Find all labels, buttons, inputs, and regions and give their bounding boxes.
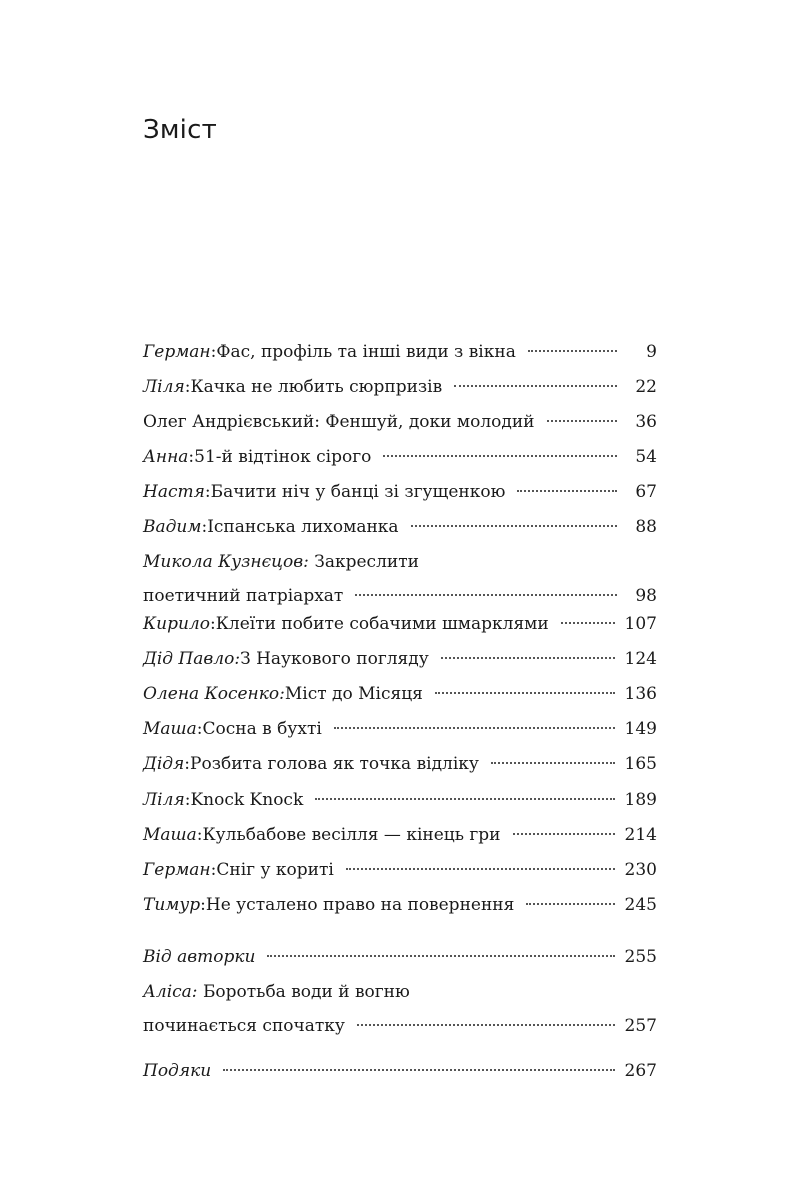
dot-leader [491, 762, 615, 764]
toc-entry-page-number: 255 [624, 947, 657, 967]
toc-entry-author: Микола Кузнєцов: [143, 552, 309, 572]
toc-entry-separator: : [196, 719, 203, 739]
toc-entry-title: Міст до Місяця [284, 684, 423, 704]
toc-entry-page-number: 257 [624, 1016, 657, 1036]
toc-entry-author: Вадим [143, 517, 202, 537]
toc-entry [143, 783, 657, 817]
dot-leader [435, 692, 615, 694]
toc-entry [143, 607, 657, 641]
toc-entry-page-number: 67 [635, 482, 657, 502]
dot-leader [528, 350, 617, 352]
toc-entry-author: Подяки [143, 1061, 212, 1081]
toc-entry [143, 940, 657, 974]
dot-leader [357, 1024, 615, 1026]
toc-entry-page-number: 189 [624, 790, 657, 810]
toc-entry-title: Knock Knock [190, 790, 304, 810]
toc-entry-separator: : [184, 377, 191, 397]
dot-leader [334, 727, 615, 729]
dot-leader [517, 490, 617, 492]
toc-entry-page-number: 267 [624, 1061, 657, 1081]
toc-entry [143, 510, 657, 544]
toc-entry-author: Герман [143, 342, 211, 362]
dot-leader [223, 1069, 614, 1071]
toc-entry [143, 370, 657, 404]
toc-entry-title: Сніг у кориті [216, 860, 334, 880]
toc-entry [143, 975, 657, 1043]
toc-entry-author: Від авторки [143, 947, 256, 967]
toc-entry-title: Іспанська лихоманка [207, 517, 399, 537]
toc-entry-title: Боротьба води й вогню [202, 982, 410, 1002]
dot-leader [411, 525, 617, 527]
toc-entry-author: Дідя [143, 754, 185, 774]
toc-entry-separator: : [210, 860, 217, 880]
dot-leader [561, 622, 615, 624]
toc-entry-author: Маша [143, 825, 197, 845]
toc-entry-page-number: 214 [624, 825, 657, 845]
toc-entry [143, 440, 657, 474]
toc-entry [143, 405, 657, 439]
dot-leader [346, 868, 615, 870]
toc-entry-page-number: 107 [624, 614, 657, 634]
toc-entry-page-number: 36 [635, 412, 657, 432]
dot-leader [513, 833, 615, 835]
toc-entry [143, 642, 657, 676]
toc-entry-title: Сосна в бухті [202, 719, 322, 739]
toc-entry-title: Олег Андрієвський: Феншуй, доки молодий [143, 412, 535, 432]
toc-entry-title-continued: поетичний патріархат [143, 586, 344, 606]
toc-entry-title: Качка не любить сюрпризів [190, 377, 443, 397]
toc-entry-page-number: 98 [635, 586, 657, 606]
dot-leader [315, 798, 614, 800]
toc-entry-title: Фас, профіль та інші види з вікна [216, 342, 516, 362]
toc-entry-author: Олена Косенко: [143, 684, 285, 704]
toc-entry-title-continued: починається спочатку [143, 1016, 345, 1036]
toc-entry-page-number: 149 [624, 719, 657, 739]
toc-entry-page-number: 165 [624, 754, 657, 774]
toc-entry [143, 1054, 657, 1088]
toc-entry [143, 677, 657, 711]
toc-entry [143, 747, 657, 781]
toc-entry-title: Кульбабове весілля — кінець гри [202, 825, 501, 845]
dot-leader [267, 955, 614, 957]
dot-leader [441, 657, 615, 659]
toc-entry-separator: : [200, 895, 206, 915]
toc-entry-page-number: 136 [624, 684, 657, 704]
toc-entry-separator: : [184, 790, 191, 810]
toc-entry [143, 818, 657, 852]
toc-entry [143, 475, 657, 509]
toc-entry-separator: : [196, 825, 203, 845]
toc-entry-title: Розбита голова як точка відліку [190, 754, 479, 774]
toc-entry-page-number: 88 [635, 517, 657, 537]
toc-entry-separator: : [204, 482, 211, 502]
toc-entry-title: 51-й відтінок сірого [194, 447, 372, 467]
toc-entry-author: Дід Павло: [143, 649, 241, 669]
toc-entry-separator: : [188, 447, 195, 467]
toc-entry [143, 545, 657, 613]
toc-entry-page-number: 9 [646, 342, 657, 362]
toc-entry-author: Тимур [143, 895, 201, 915]
toc-entry [143, 335, 657, 369]
toc-entry-author: Настя [143, 482, 205, 502]
toc-entry-author: Маша [143, 719, 197, 739]
toc-entry-author: Кирило [143, 614, 210, 634]
toc-entry-separator: : [184, 754, 191, 774]
toc-entry-page-number: 22 [635, 377, 657, 397]
dot-leader [547, 420, 617, 422]
toc-entry [143, 712, 657, 746]
dot-leader [454, 385, 617, 387]
toc-entry-separator: : [210, 342, 217, 362]
toc-entry-author: Ліля [143, 377, 185, 397]
toc-entry-author: Герман [143, 860, 211, 880]
toc-entry-title: Закреслити [314, 552, 419, 572]
toc-entry-page-number: 230 [624, 860, 657, 880]
dot-leader [355, 594, 617, 596]
toc-entry-page-number: 245 [624, 895, 657, 915]
toc-entry-author: Анна [143, 447, 189, 467]
page-title: Зміст [143, 115, 217, 146]
toc-entry-title: Клеїти побите собачими шмарклями [215, 614, 549, 634]
toc-entry-title: Не усталено право на повернення [205, 895, 515, 915]
toc-entry-page-number: 54 [635, 447, 657, 467]
toc-entry-author: Ліля [143, 790, 185, 810]
toc-entry-title: Бачити ніч у банці зі згущенкою [210, 482, 506, 502]
toc-entry-title: З Наукового погляду [240, 649, 429, 669]
dot-leader [526, 903, 614, 905]
toc-entry [143, 853, 657, 887]
toc-entry-page-number: 124 [624, 649, 657, 669]
toc-entry-separator: : [201, 517, 208, 537]
toc-entry-author: Аліса: [143, 982, 198, 1002]
toc-entry-separator: : [210, 614, 216, 634]
dot-leader [383, 455, 617, 457]
toc-entry [143, 888, 657, 922]
